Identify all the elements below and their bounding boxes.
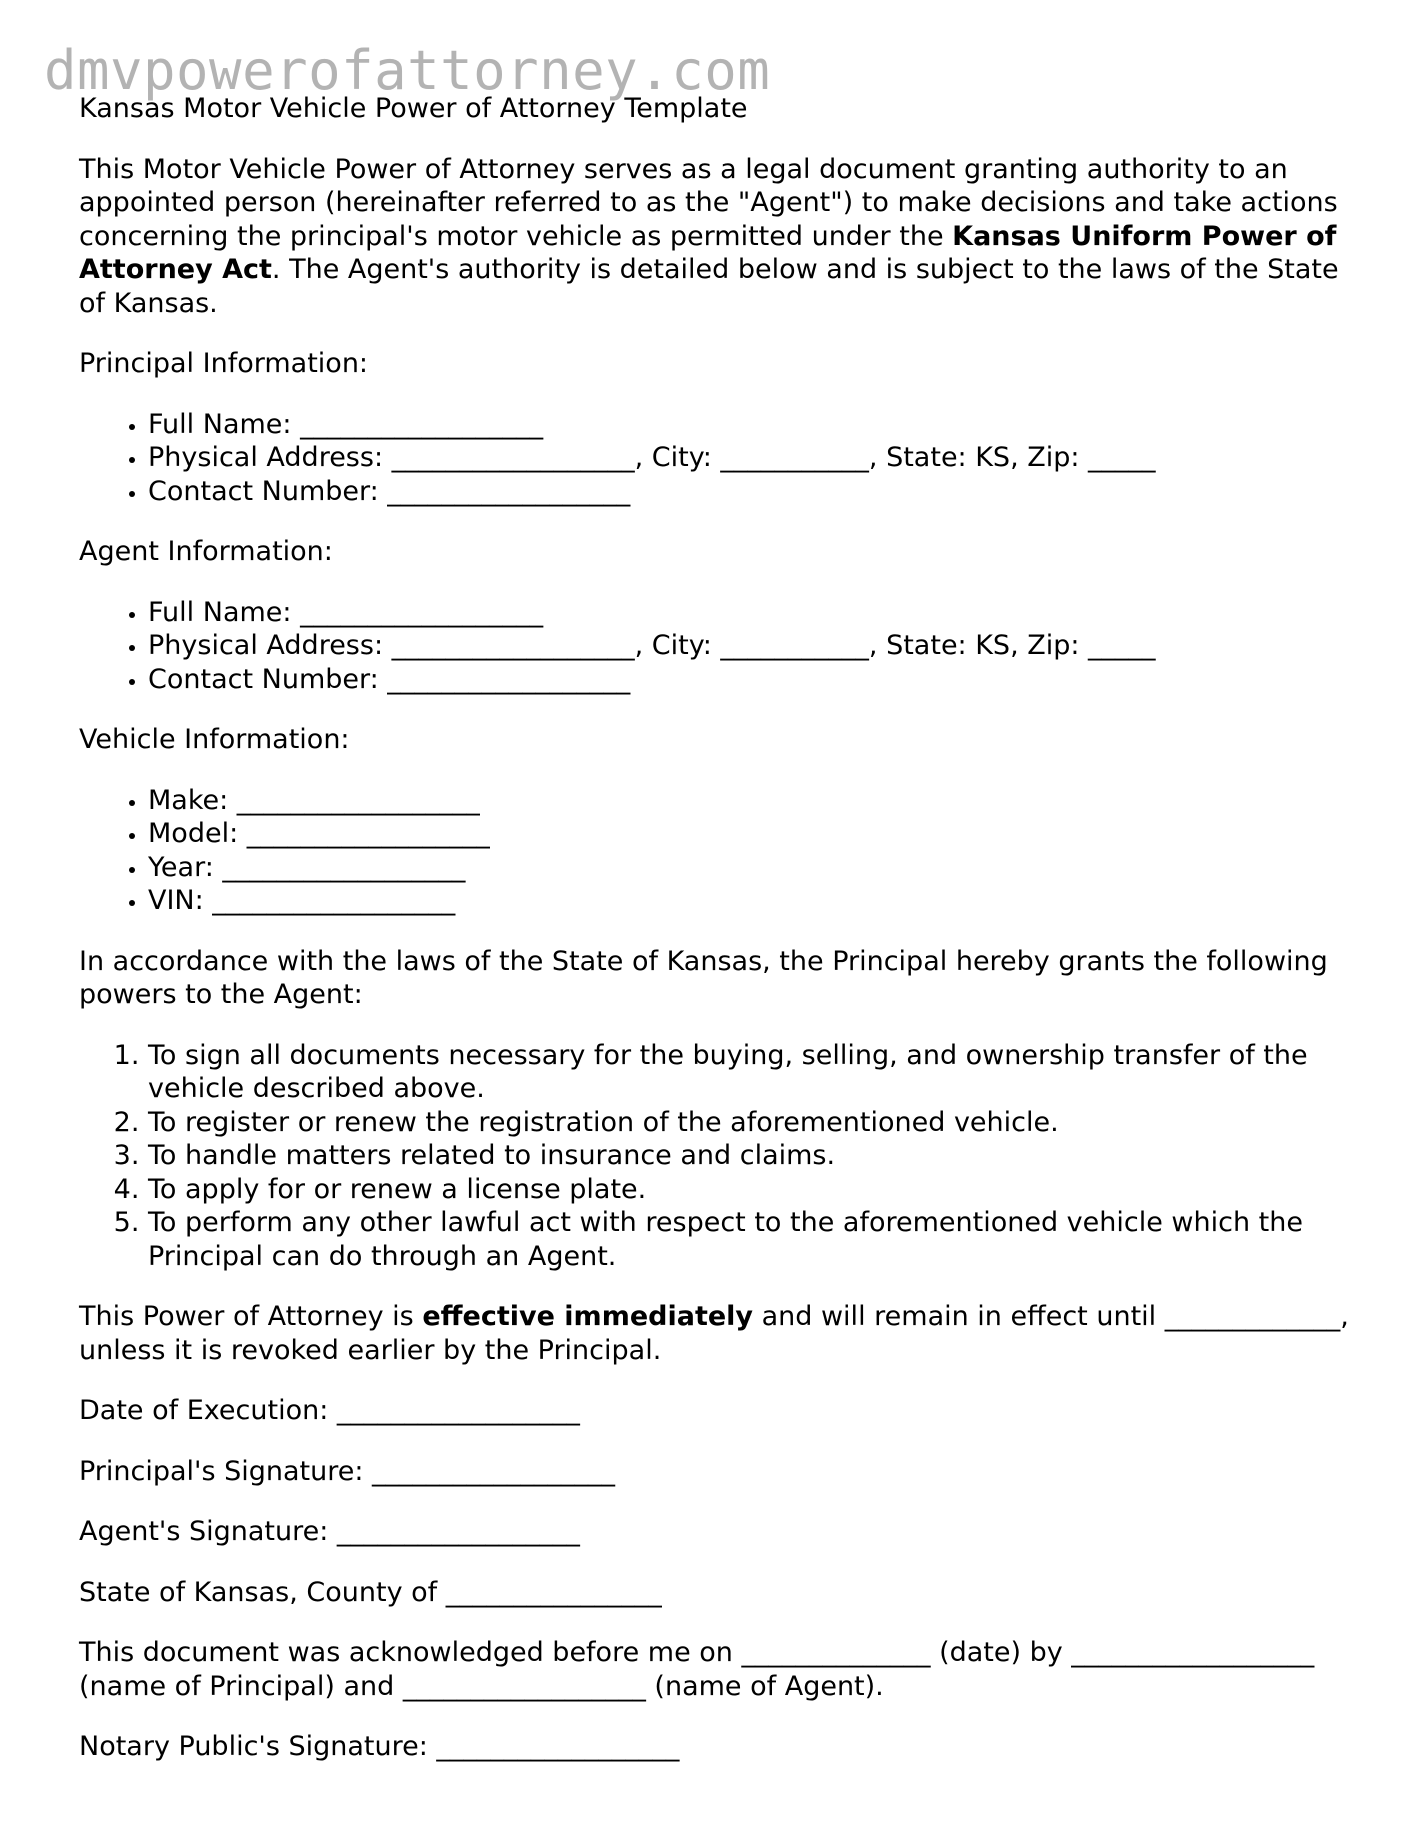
power-item-5: 5. To perform any other lawful act with respect to the aforementioned vehicle which the Principal can do through an Agent. (148, 1206, 1369, 1273)
vehicle-make: • Make: __________________ (148, 784, 1369, 818)
intro-text-2: . The Agent's authority is detailed below and is subject to the laws of the State of Kansas. (79, 254, 1339, 319)
power-item-1: 1. To sign all documents necessary for the buying, selling, and ownership transfer of the vehicle described above. (148, 1039, 1369, 1106)
agent-full-name: • Full Name: __________________ (148, 596, 1369, 630)
principal-info-list (79, 408, 1369, 509)
agent-contact: • Contact Number: __________________ (148, 663, 1369, 697)
effective-text-1: This Power of Attorney is (79, 1301, 423, 1332)
agent-signature-line: Agent's Signature: __________________ (79, 1516, 580, 1547)
effective-text-2: and will remain in effect until _____________, unless it is revoked earlier by the Principal. (79, 1301, 1349, 1366)
intro-text-1: This Motor Vehicle Power of Attorney serves as a legal document granting authority to an appointed person (hereinafter referred to as the "Agent") to make decisions and take actions concerning the principal's motor vehicle as permitted under the (79, 153, 1338, 252)
agent-info-list (79, 596, 1369, 697)
power-item-3: 3. To handle matters related to insurance and claims. (148, 1139, 1369, 1173)
intro-paragraph (79, 153, 1369, 321)
vehicle-info-list (79, 784, 1369, 918)
powers-intro: In accordance with the laws of the State of Kansas, the Principal hereby grants the following powers to the Agent: (79, 945, 1328, 1010)
power-item-4: 4. To apply for or renew a license plate. (148, 1173, 1369, 1207)
principal-contact: • Contact Number: __________________ (148, 475, 1369, 509)
acknowledgment-paragraph: This document was acknowledged before me on ______________ (date) by __________________ (name of Principal) and __________________ (name of Agent). (79, 1637, 1315, 1702)
agent-section-label: Agent Information: (79, 536, 333, 567)
intro-act-name: Kansas Uniform Power of Attorney Act (79, 220, 1337, 285)
principal-section-label: Principal Information: (79, 348, 369, 379)
document-body (79, 92, 1369, 1791)
county-line: State of Kansas, County of ________________ (79, 1576, 662, 1608)
vehicle-section-label: Vehicle Information: (79, 724, 350, 755)
watermark-logo: dmvpowerofattorney.com (44, 39, 771, 102)
notary-signature-line: Notary Public's Signature: __________________ (79, 1731, 680, 1762)
powers-list (79, 1039, 1369, 1274)
agent-address: • Physical Address: __________________, City: ___________, State: KS, Zip: _____ (148, 629, 1369, 663)
vehicle-model: • Model: __________________ (148, 817, 1369, 851)
vehicle-year: • Year: __________________ (148, 851, 1369, 885)
effective-bold: effective immediately (422, 1301, 754, 1332)
principal-address: • Physical Address: __________________, City: ___________, State: KS, Zip: _____ (148, 441, 1369, 475)
principal-signature-line: Principal's Signature: __________________ (79, 1455, 616, 1487)
date-of-execution-line: Date of Execution: __________________ (79, 1395, 580, 1426)
principal-full-name: • Full Name: __________________ (148, 408, 1369, 442)
vehicle-vin: • VIN: __________________ (148, 884, 1369, 918)
effective-paragraph (79, 1300, 1369, 1367)
power-item-2: 2. To register or renew the registration of the aforementioned vehicle. (148, 1106, 1369, 1140)
document-title: Kansas Motor Vehicle Power of Attorney Template (79, 93, 748, 124)
